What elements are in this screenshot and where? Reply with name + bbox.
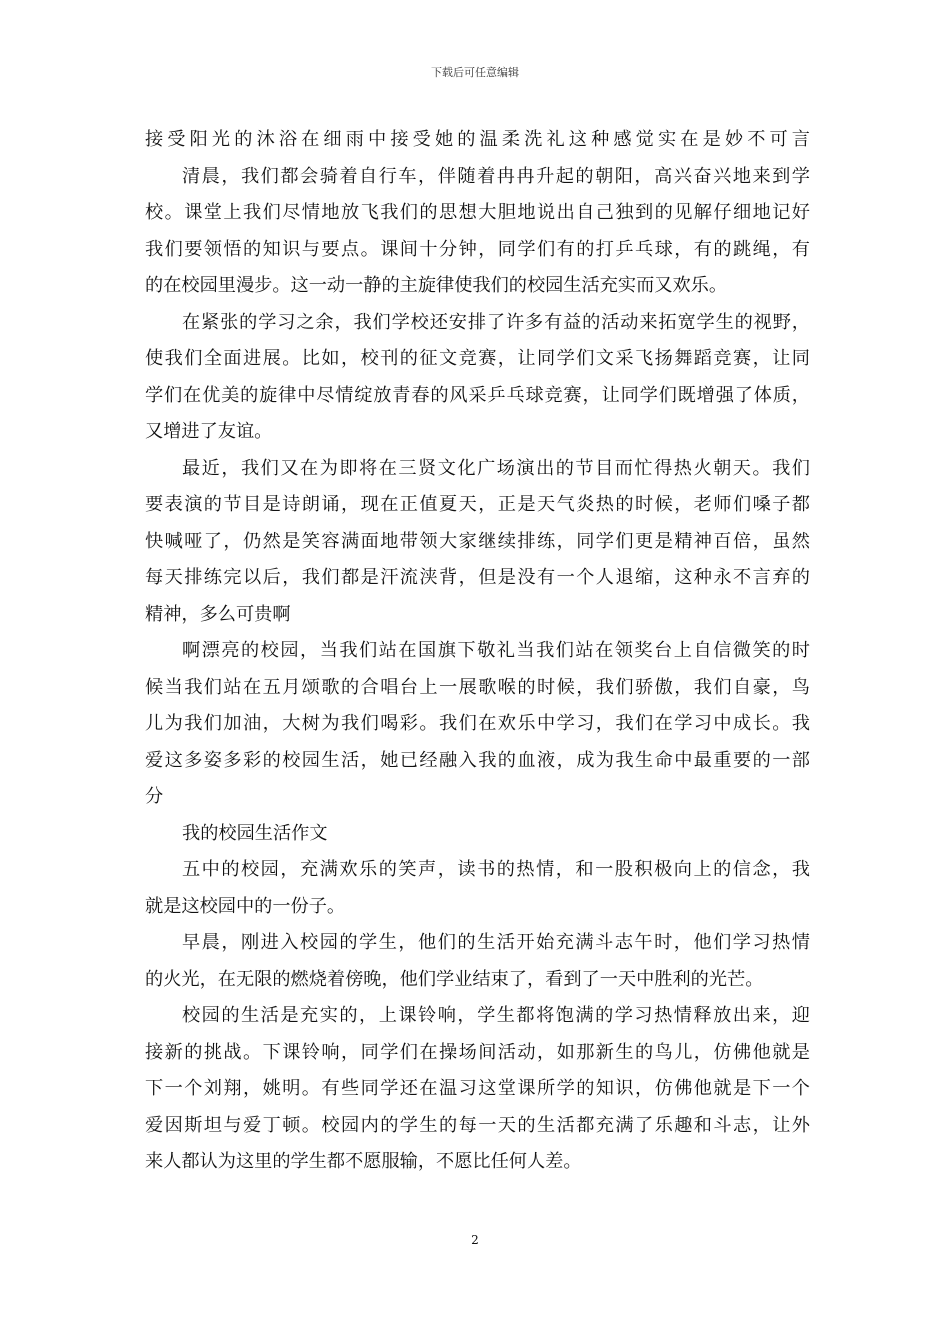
text-line: 儿为我们加油，大树为我们喝彩。我们在欢乐中学习，我们在学习中成长。我 — [145, 713, 810, 734]
text-line: 在紧张的学习之余，我们学校还安排了许多有益的活动来拓宽学生的视野， — [182, 311, 810, 333]
page-header: 下载后可任意编辑 — [431, 66, 519, 79]
text-line: 精神，多么可贵啊 — [145, 603, 291, 625]
text-line: 要表演的节目是诗朗诵，现在正值夏天，正是天气炎热的时候，老师们嗓子都 — [145, 494, 810, 515]
text-line: 的火光，在无限的燃烧着傍晚，他们学业结束了，看到了一天中胜利的光芒。 — [145, 968, 764, 990]
text-line: 清晨，我们都会骑着自行车，伴随着冉冉升起的朝阳，高兴奋兴地来到学 — [182, 165, 810, 187]
text-line: 来人都认为这里的学生都不愿服输，不愿比任何人差。 — [145, 1151, 582, 1172]
section-title: 我的校园生活作文 — [182, 822, 328, 844]
text-line: 最近，我们又在为即将在三贤文化广场演出的节目而忙得热火朝天。我们 — [182, 457, 810, 479]
text-line: 就是这校园中的一份子。 — [145, 895, 346, 917]
text-line: 啊漂亮的校园，当我们站在国旗下敬礼当我们站在领奖台上自信微笑的时 — [182, 640, 810, 661]
page-number: 2 — [471, 1233, 479, 1247]
text-line: 学们在优美的旋律中尽情绽放青春的风采乒乓球竞赛，让同学们既增强了体质， — [145, 384, 810, 406]
text-line: 每天排练完以后，我们都是汗流浃背，但是没有一个人退缩，这种永不言弃的 — [145, 567, 810, 588]
text-line: 快喊哑了，仍然是笑容满面地带领大家继续排练，同学们更是精神百倍，虽然 — [145, 530, 810, 552]
text-line: 我们要领悟的知识与要点。课间十分钟，同学们有的打乒乓球，有的跳绳，有 — [145, 238, 810, 260]
text-line: 爱因斯坦与爱丁顿。校园内的学生的每一天的生活都充满了乐趣和斗志，让外 — [145, 1114, 810, 1136]
text-line: 接新的挑战。下课铃响，同学们在操场间活动，如那新生的鸟儿，仿佛他就是 — [145, 1041, 810, 1063]
text-line: 校园的生活是充实的，上课铃响，学生都将饱满的学习热情释放出来，迎 — [182, 1005, 810, 1026]
text-line: 爱这多姿多彩的校园生活，她已经融入我的血液，成为我生命中最重要的一部 — [145, 749, 810, 771]
text-line: 分 — [145, 786, 164, 807]
text-line: 候当我们站在五月颂歌的合唱台上一展歌喉的时候，我们骄傲，我们自豪，鸟 — [145, 676, 810, 698]
text-line: 使我们全面进展。比如，校刊的征文竞赛，让同学们文采飞扬舞蹈竞赛，让同 — [145, 348, 810, 369]
text-line: 的在校园里漫步。这一动一静的主旋律使我们的校园生活充实而又欢乐。 — [145, 275, 728, 296]
text-line: 接受阳光的沐浴在细雨中接受她的温柔洗礼这种感觉实在是妙不可言 — [145, 129, 810, 150]
text-line: 又增进了友谊。 — [145, 421, 273, 442]
document-body — [145, 122, 810, 1181]
text-line: 下一个刘翔，姚明。有些同学还在温习这堂课所学的知识，仿佛他就是下一个 — [145, 1078, 810, 1099]
text-line: 五中的校园，充满欢乐的笑声，读书的热情，和一股积极向上的信念，我 — [182, 859, 810, 880]
text-line: 校。课堂上我们尽情地放飞我们的思想大胆地说出自己独到的见解仔细地记好 — [145, 202, 810, 223]
text-line: 早晨，刚进入校园的学生，他们的生活开始充满斗志午时，他们学习热情 — [182, 932, 810, 953]
